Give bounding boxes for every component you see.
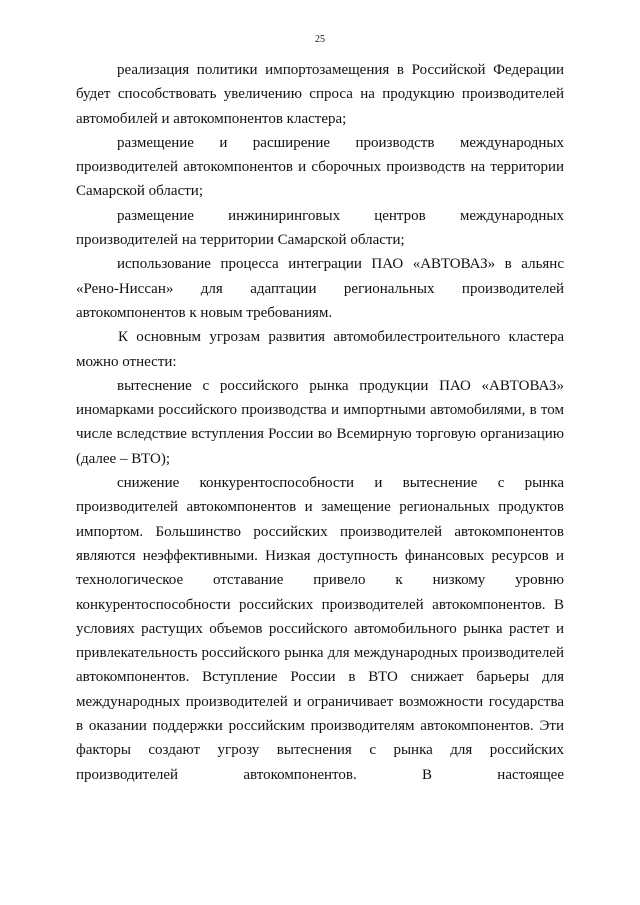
paragraph-alliance-integration: использование процесса интеграции ПАО «АВТОВАЗ» в альянс «Рено-Ниссан» для адаптации региональных производителей автокомпонентов к новым требованиям. — [76, 256, 564, 321]
body-text — [76, 58, 564, 787]
paragraph-engineering-centers: размещение инжиниринговых центров международных производителей на территории Самарской области; — [76, 207, 564, 249]
paragraph-market-displacement: вытеснение с российского рынка продукции ПАО «АВТОВАЗ» иномарками российского производства и импортными автомобилями, в том числе вследствие вступления России во Всемирную торговую организацию (далее – ВТО); — [76, 377, 564, 467]
paragraph-production-placement: размещение и расширение производств международных производителей автокомпонентов и сборочных производств на территории Самарской области; — [76, 134, 564, 200]
paragraph-import-substitution: реализация политики импортозамещения в Российской Федерации будет способствовать увеличению спроса на продукцию производителей автомобилей и автокомпонентов кластера; — [76, 62, 564, 127]
paragraph-threats-intro: К основным угрозам развития автомобилестроительного кластера можно отнести: — [76, 329, 564, 370]
page-number: 25 — [315, 34, 325, 45]
paragraph-competitiveness-decline: снижение конкурентоспособности и вытеснение с рынка производителей автокомпонентов и замещение региональных продуктов импортом. Большинство российских производителей автокомпонентов являются неэффективными. Низкая доступность финансовых ресурсов и технологическое отставание привело к низкому уровню конкурентоспособности российских производителей автокомпонентов. В условиях растущих объемов российского автомобильного рынка растет и привлекательность российского рынка для международных производителей автокомпонентов. Вступление России в ВТО снижает барьеры для международных производителей и ограничивает возможности государства в оказании поддержки российским производителям автокомпонентов. Эти факторы создают угрозу вытеснения с рынка для российских производителей автокомпонентов. В настоящее — [76, 475, 564, 783]
